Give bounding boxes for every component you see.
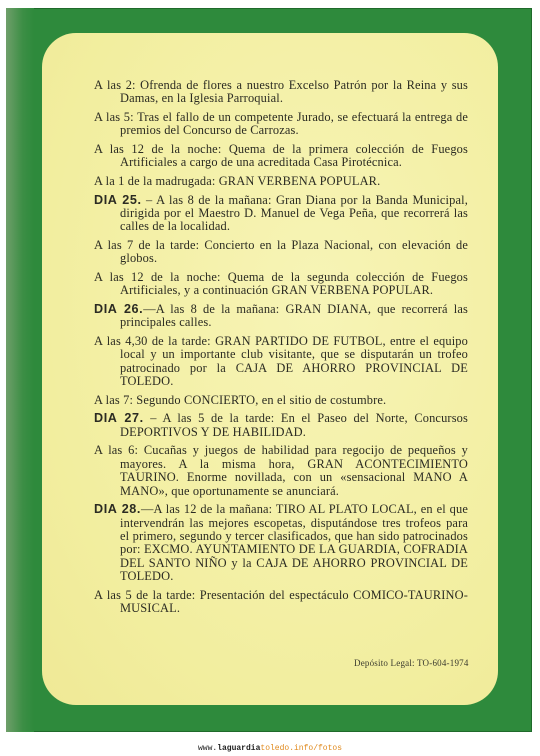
program-text (94, 79, 468, 621)
program-entry (94, 394, 468, 407)
entry-text: A las 5 de la tarde: Presentación del espectáculo COMICO-TAURINO-MUSICAL. (94, 587, 468, 616)
program-entry (94, 175, 468, 188)
day-heading: DIA 26. (94, 302, 144, 316)
entry-text: A las 5: Tras el fallo de un competente Jurado, se efectuará la entrega de premios del Concurso de Carrozas. (94, 110, 468, 138)
entry-text: – A las 8 de la mañana: Gran Diana por la Banda Municipal, dirigida por el Maestro D. Manuel de Vega Peña, que recorrerá las calles de la localidad. (120, 192, 468, 234)
page-fold-shadow (6, 8, 34, 732)
program-entry (94, 335, 468, 389)
program-entry (94, 444, 468, 498)
entry-text: A las 4,30 de la tarde: GRAN PARTIDO DE FUTBOL, entre el equipo local y un importante club visitante, que se disputarán un trofeo patrocinado por la CAJA DE AHORRO PROVINCIAL DE TOLEDO. (94, 334, 468, 389)
program-entry (94, 239, 468, 266)
day-heading: DIA 27. (94, 411, 144, 426)
legal-deposit: Depósito Legal: TO-604-1974 (354, 658, 469, 668)
entry-text: A la 1 de la madrugada: GRAN VERBENA POPULAR. (94, 174, 381, 188)
program-entry (94, 79, 468, 106)
program-entry (94, 412, 468, 439)
url-site: laguardia (217, 744, 261, 753)
entry-text: —A las 8 de la mañana: GRAN DIANA, que recorrerá las principales calles. (120, 302, 468, 330)
program-entry (94, 111, 468, 138)
entry-text: A las 2: Ofrenda de flores a nuestro Excelso Patrón por la Reina y sus Damas, en la Iglesia Parroquial. (94, 78, 468, 106)
entry-text: A las 7: Segundo CONCIERTO, en el sitio de costumbre. (94, 392, 387, 407)
url-prefix: www. (197, 744, 218, 753)
day-heading: DIA 28. (94, 502, 142, 517)
entry-text: A las 7 de la tarde: Concierto en la Plaza Nacional, con elevación de globos. (94, 238, 468, 266)
entry-text: —A las 12 de la mañana: TIRO AL PLATO LOCAL, en el que intervendrán las mejores escopetas, disputándose tres trofeos para el primero, segundo y tercer clasificados, que han sido patrocinados por: EXCMO. AYUNTAMIENTO DE LA GUARDIA, COFRADIA DEL SANTO NIÑO y la CAJA DE AHORRO PROVINCIAL DE TOLEDO. (120, 502, 468, 584)
program-entry (94, 589, 468, 616)
entry-text: A las 12 de la noche: Quema de la segunda colección de Fuegos Artificiales, y a continuación GRAN VERBENA POPULAR. (94, 270, 468, 298)
watermark-url[interactable] (0, 744, 540, 753)
program-entry (94, 303, 468, 330)
entry-text: A las 6: Cucañas y juegos de habilidad para regocijo de pequeños y mayores. A la misma hora, GRAN ACONTECIMIENTO TAURINO. Enorme novillada, con un «sensacional MANO A MANO», que oportunamente se anunciará. (94, 443, 468, 498)
day-heading: DIA 25. (94, 192, 142, 207)
url-suffix: toledo.info/fotos (260, 744, 343, 753)
entry-text: – A las 5 de la tarde: En el Paseo del Norte, Concursos DEPORTIVOS Y DE HABILIDAD. (120, 411, 468, 439)
entry-text: A las 12 de la noche: Quema de la primera colección de Fuegos Artificiales a cargo de una acreditada Casa Pirotécnica. (94, 142, 468, 170)
program-entry (94, 143, 468, 170)
program-entry (94, 194, 468, 234)
program-entry (94, 503, 468, 583)
program-entry (94, 271, 468, 298)
